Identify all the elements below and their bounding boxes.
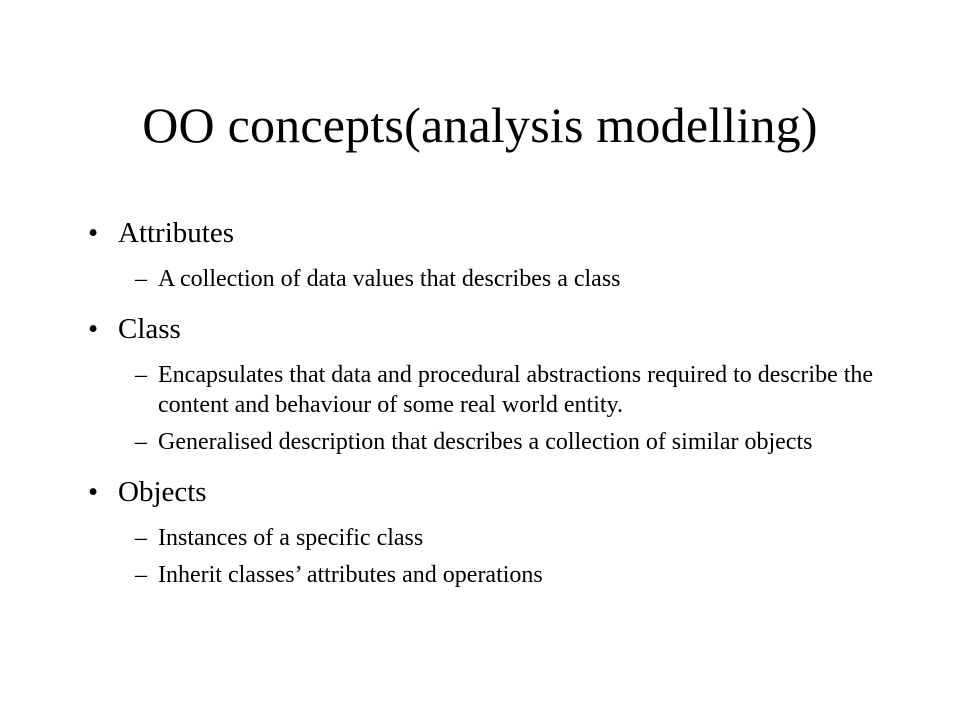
dash-icon: – bbox=[135, 266, 147, 292]
subbullet-objects-instances bbox=[88, 523, 908, 553]
subbullet-text: Generalised description that describes a collection of similar objects bbox=[158, 429, 813, 455]
dash-icon: – bbox=[135, 562, 147, 588]
subbullet-text: A collection of data values that describes a class bbox=[158, 266, 621, 292]
bullet-class bbox=[88, 311, 908, 347]
subbullet-objects-inherit bbox=[88, 560, 908, 590]
bullet-label: Class bbox=[118, 313, 181, 345]
subbullet-text: Instances of a specific class bbox=[158, 525, 424, 551]
dash-icon: – bbox=[135, 362, 147, 388]
subbullet-class-encapsulates bbox=[88, 360, 908, 420]
slide-title: OO concepts(analysis modelling) bbox=[142, 97, 818, 153]
subbullet-text: Encapsulates that data and procedural abstractions required to describe the content and behaviour of some real world entity. bbox=[158, 362, 874, 418]
subbullet-attributes-definition bbox=[88, 264, 908, 294]
bullet-label: Attributes bbox=[118, 217, 234, 249]
bullet-icon: • bbox=[88, 476, 99, 508]
dash-icon: – bbox=[135, 525, 147, 551]
bullet-icon: • bbox=[88, 313, 99, 345]
bullet-attributes bbox=[88, 215, 908, 251]
dash-icon: – bbox=[135, 429, 147, 455]
subbullet-text: Inherit classes’ attributes and operations bbox=[158, 562, 543, 588]
bullet-icon: • bbox=[88, 217, 99, 249]
slide-body bbox=[88, 215, 908, 590]
subbullet-class-generalised bbox=[88, 427, 908, 457]
bullet-objects bbox=[88, 474, 908, 510]
bullet-label: Objects bbox=[118, 476, 207, 508]
